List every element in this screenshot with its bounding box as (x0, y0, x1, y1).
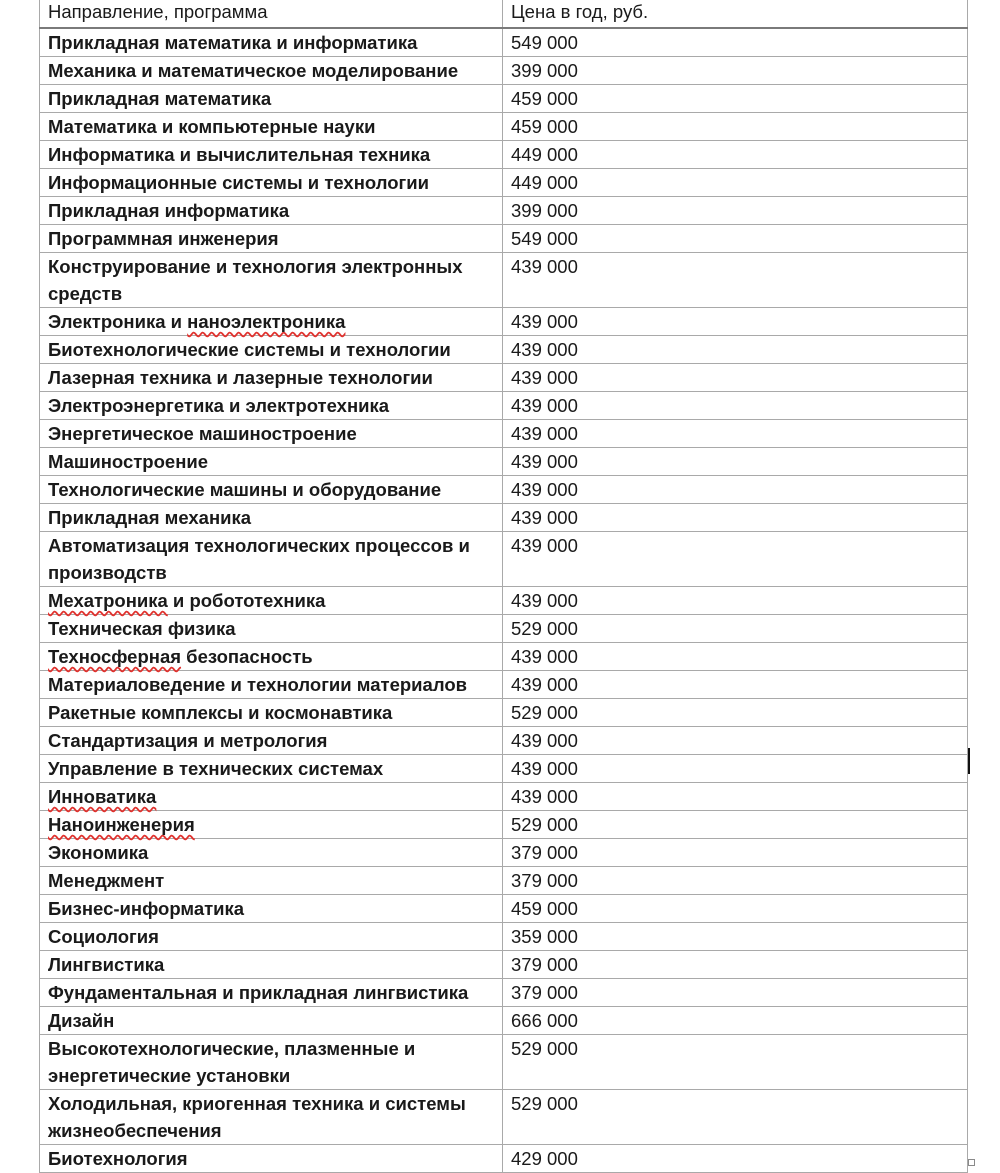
table-row (40, 699, 968, 727)
program-name-cell: Программная инженерия (40, 225, 503, 253)
price-cell: 439 000 (503, 420, 968, 448)
program-name-cell: Технологические машины и оборудование (40, 476, 503, 504)
table-row (40, 336, 968, 364)
price-cell: 529 000 (503, 615, 968, 643)
program-name-cell: Управление в технических системах (40, 755, 503, 783)
price-cell: 439 000 (503, 532, 968, 587)
table-row (40, 727, 968, 755)
price-cell: 439 000 (503, 783, 968, 811)
price-cell: 439 000 (503, 643, 968, 671)
table-row (40, 671, 968, 699)
program-name-cell: Электроэнергетика и электротехника (40, 392, 503, 420)
table-row (40, 587, 968, 615)
price-cell: 449 000 (503, 169, 968, 197)
table-row (40, 923, 968, 951)
table-row (40, 1145, 968, 1173)
price-cell: 439 000 (503, 253, 968, 308)
program-name-cell: Прикладная математика и информатика (40, 28, 503, 57)
table-row (40, 225, 968, 253)
table-row (40, 308, 968, 336)
price-cell: 379 000 (503, 951, 968, 979)
program-name-cell: Лазерная техника и лазерные технологии (40, 364, 503, 392)
table-row (40, 951, 968, 979)
program-name-cell: Математика и компьютерные науки (40, 113, 503, 141)
program-name-cell: Электроника и наноэлектроника (40, 308, 503, 336)
table-row (40, 253, 968, 308)
table-row (40, 169, 968, 197)
price-cell: 439 000 (503, 308, 968, 336)
price-cell: 549 000 (503, 28, 968, 57)
program-name-cell: Техносферная безопасность (40, 643, 503, 671)
program-name-cell (40, 783, 503, 811)
table-row (40, 113, 968, 141)
table-row (40, 141, 968, 169)
price-cell: 459 000 (503, 113, 968, 141)
program-name-cell: Информатика и вычислительная техника (40, 141, 503, 169)
price-cell: 379 000 (503, 839, 968, 867)
table-row (40, 448, 968, 476)
price-cell: 439 000 (503, 392, 968, 420)
program-name-cell: Менеджмент (40, 867, 503, 895)
price-cell: 449 000 (503, 141, 968, 169)
table-row (40, 979, 968, 1007)
table-row (40, 615, 968, 643)
price-cell: 439 000 (503, 671, 968, 699)
program-name-cell: Стандартизация и метрология (40, 727, 503, 755)
price-cell: 439 000 (503, 504, 968, 532)
table-row (40, 197, 968, 225)
price-cell: 379 000 (503, 979, 968, 1007)
table-row (40, 839, 968, 867)
column-header-program: Направление, программа (40, 0, 503, 28)
table-row (40, 476, 968, 504)
table-row (40, 1090, 968, 1145)
price-cell: 549 000 (503, 225, 968, 253)
table-resize-handle[interactable] (968, 1159, 975, 1166)
price-cell: 359 000 (503, 923, 968, 951)
column-header-price: Цена в год, руб. (503, 0, 968, 28)
spellcheck-flagged-word: наноэлектроника (187, 311, 346, 332)
price-table (39, 0, 968, 1173)
text-cursor (968, 748, 970, 774)
price-cell: 439 000 (503, 727, 968, 755)
price-cell: 666 000 (503, 1007, 968, 1035)
program-name-cell: Ракетные комплексы и космонавтика (40, 699, 503, 727)
table-row (40, 85, 968, 113)
program-name-cell: Прикладная механика (40, 504, 503, 532)
program-name-cell (40, 811, 503, 839)
price-cell: 379 000 (503, 867, 968, 895)
program-name-cell: Социология (40, 923, 503, 951)
price-cell: 529 000 (503, 699, 968, 727)
table-row (40, 1035, 968, 1090)
table-row (40, 1007, 968, 1035)
table-row (40, 57, 968, 85)
price-cell: 439 000 (503, 476, 968, 504)
program-name-cell: Прикладная математика (40, 85, 503, 113)
program-name-cell: Бизнес-информатика (40, 895, 503, 923)
table-row (40, 420, 968, 448)
program-name-cell: Техническая физика (40, 615, 503, 643)
table-body (40, 28, 968, 1173)
spellcheck-flagged-word: Наноинженерия (48, 814, 195, 835)
price-cell: 439 000 (503, 587, 968, 615)
program-name-cell: Лингвистика (40, 951, 503, 979)
price-cell: 529 000 (503, 1035, 968, 1090)
program-name-cell: Механика и математическое моделирование (40, 57, 503, 85)
price-cell: 439 000 (503, 364, 968, 392)
price-cell: 439 000 (503, 755, 968, 783)
price-cell: 459 000 (503, 895, 968, 923)
table-header-row (40, 0, 968, 28)
spellcheck-flagged-word: Мехатроника (48, 590, 168, 611)
table-row (40, 895, 968, 923)
program-name-cell: Биотехнологические системы и технологии (40, 336, 503, 364)
price-cell: 529 000 (503, 1090, 968, 1145)
spellcheck-flagged-word: Техносферная (48, 646, 182, 667)
table-row (40, 392, 968, 420)
table-row (40, 504, 968, 532)
program-name-cell: Прикладная информатика (40, 197, 503, 225)
price-cell: 399 000 (503, 57, 968, 85)
program-name-cell: Энергетическое машиностроение (40, 420, 503, 448)
program-name-cell: Информационные системы и технологии (40, 169, 503, 197)
program-name-cell: Автоматизация технологических процессов и производств (40, 532, 503, 587)
price-cell: 439 000 (503, 448, 968, 476)
program-name-cell: Экономика (40, 839, 503, 867)
price-cell: 459 000 (503, 85, 968, 113)
table-row (40, 364, 968, 392)
table-row (40, 811, 968, 839)
program-name-cell: Фундаментальная и прикладная лингвистика (40, 979, 503, 1007)
price-cell: 399 000 (503, 197, 968, 225)
price-cell: 529 000 (503, 811, 968, 839)
table-row (40, 783, 968, 811)
program-name-cell: Мехатроника и робототехника (40, 587, 503, 615)
program-name-cell: Машиностроение (40, 448, 503, 476)
price-cell: 439 000 (503, 336, 968, 364)
program-name-cell: Высокотехнологические, плазменные и энергетические установки (40, 1035, 503, 1090)
spellcheck-flagged-word: Инноватика (48, 786, 157, 807)
table-row (40, 755, 968, 783)
program-name-cell: Дизайн (40, 1007, 503, 1035)
table-row (40, 28, 968, 57)
program-name-cell: Биотехнология (40, 1145, 503, 1173)
table-row (40, 643, 968, 671)
program-name-cell: Конструирование и технология электронных средств (40, 253, 503, 308)
program-name-cell: Материаловедение и технологии материалов (40, 671, 503, 699)
table-row (40, 532, 968, 587)
table-row (40, 867, 968, 895)
price-cell: 429 000 (503, 1145, 968, 1173)
program-name-cell: Холодильная, криогенная техника и системы жизнеобеспечения (40, 1090, 503, 1145)
